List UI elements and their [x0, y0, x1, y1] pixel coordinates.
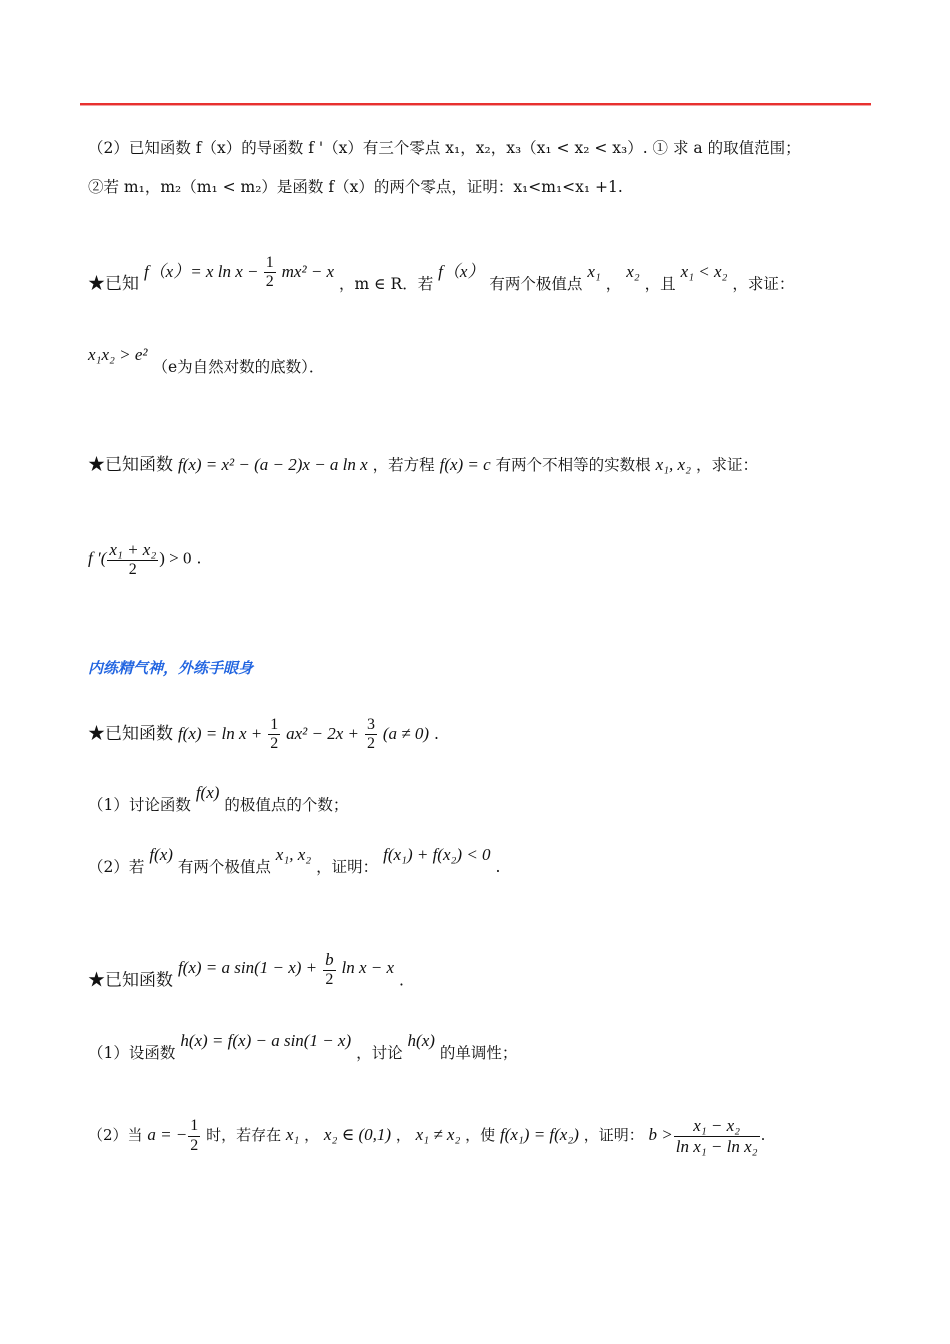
problem-2-text: ，若方程 — [372, 456, 435, 474]
problem-1-x1: x₁ — [587, 261, 601, 281]
problem-1-domain: ，m ∈ R．若 — [339, 274, 434, 293]
problem-2-prove: ，求证： — [695, 456, 758, 474]
problem-4-q2-a-fraction — [188, 1117, 200, 1155]
problem-1-half-fraction — [264, 254, 276, 292]
problem-3-q1-text: 的极值点的个数； — [224, 796, 349, 814]
fraction-denominator: 2 — [265, 273, 274, 291]
problem-3-q1-lead: （1）讨论函数 — [88, 796, 191, 814]
problem-4-q2-b: b > — [648, 1125, 673, 1145]
problem-4-q2-use: ，使 — [465, 1126, 496, 1145]
fraction-numerator: x₁ − x₂ — [674, 1116, 760, 1137]
problem-4-q1-h-definition: h(x) = f(x) − a sin(1 − x) — [180, 1031, 352, 1050]
problem-3-q2 — [88, 845, 501, 878]
problem-3-q2-function: f(x) — [149, 845, 173, 864]
problem-4-q1-text-2: 的单调性； — [439, 1044, 518, 1062]
fraction-numerator: b — [325, 950, 334, 969]
problem-3-q1 — [88, 783, 349, 816]
problem-3-q2-lead: （2）若 — [88, 858, 145, 876]
problem-3-q2-prove: ，证明： — [316, 858, 379, 876]
problem-4-q2-comma: ， — [304, 1126, 320, 1145]
fraction-denominator: 2 — [190, 1136, 199, 1154]
problem-1-function: f（x）= x ln x − — [143, 261, 263, 281]
fraction-numerator: 3 — [365, 716, 377, 735]
problem-4-function-tail: ln x − x — [341, 958, 395, 978]
problem-3-q2-conclusion: f(x₁) + f(x₂) < 0 — [383, 845, 491, 864]
problem-4-q2-lead: （2）当 — [88, 1126, 143, 1145]
problem-3-const-fraction — [365, 716, 377, 754]
problem-4-q2-comma-2: ， — [395, 1126, 411, 1145]
fraction-numerator: 1 — [268, 716, 280, 735]
problem-4-q2-x1: x₁ — [285, 1125, 300, 1145]
problem-4-q1-hx: h(x) — [407, 1031, 435, 1050]
problem-3-half-fraction — [268, 716, 280, 754]
header-rule — [80, 103, 871, 106]
problem-4-q2-equation: f(x₁) = f(x₂) — [499, 1125, 579, 1145]
fraction-denominator: 2 — [366, 735, 375, 753]
problem-4-lead: ★已知函数 — [88, 970, 173, 991]
problem-1-note: （e为自然对数的底数）． — [152, 358, 325, 376]
problem-1-line-2 — [88, 345, 325, 378]
problem-4-q1 — [88, 1031, 518, 1064]
problem-2-equation: f(x) = c — [439, 455, 491, 474]
problem-1-cond-lead: ，且 — [644, 274, 676, 293]
fraction-denominator: 2 — [128, 560, 137, 578]
problem-4-q2-dot: . — [760, 1126, 766, 1145]
problem-1-fx: f（x） — [438, 261, 485, 281]
section-heading: 内练精气神，外练手眼身 — [88, 659, 254, 677]
problem-1-function-tail: mx² − x — [281, 261, 335, 281]
fraction-denominator: ln x₁ − ln x₂ — [675, 1136, 758, 1156]
problem-4-q2-text: 时，若存在 — [206, 1126, 282, 1145]
problem-3-function-mid: ax² − 2x + — [286, 723, 360, 743]
problem-1-condition: x₁ < x₂ — [680, 261, 728, 281]
problem-4-line-1 — [88, 950, 404, 1001]
problem-4-q2-prove: ，证明： — [583, 1126, 644, 1145]
problem-2-line-1 — [88, 454, 758, 476]
problem-4-q2-conclusion-fraction — [674, 1116, 760, 1156]
problem-3-function: f(x) = ln x + — [177, 723, 263, 743]
problem-2-roots: x₁, x₂ — [655, 455, 692, 474]
fraction-denominator: 2 — [270, 735, 279, 753]
fraction-numerator: 1 — [264, 254, 276, 273]
problem-4-q1-text: ，讨论 — [356, 1044, 403, 1062]
problem-0-text-2: ②若 m₁，m₂（m₁ < m₂）是函数 f（x）的两个零点，证明：x₁<m₁<x₁ +1. — [88, 178, 623, 196]
problem-2-conclusion-pre: f ′( — [88, 548, 107, 568]
problem-4-q2-a: a = − — [147, 1125, 188, 1145]
problem-2-function: f(x) = x² − (a − 2)x − a ln x — [177, 455, 368, 474]
problem-0-line-1 — [88, 137, 801, 159]
problem-2-lead: ★已知函数 — [88, 455, 173, 475]
problem-2-text-2: 有两个不相等的实数根 — [495, 456, 651, 474]
problem-3-q2-roots: x₁, x₂ — [275, 845, 312, 864]
problem-4-dot: . — [399, 971, 404, 990]
problem-4-q1-lead: （1）设函数 — [88, 1044, 176, 1062]
problem-4-q2-x2-range: x₂ ∈ (0,1) — [323, 1125, 392, 1145]
problem-1-lead: ★已知 — [88, 273, 139, 294]
problem-3-q2-dot: . — [495, 858, 501, 876]
problem-1-prove: ，求证： — [732, 274, 795, 293]
problem-3-line-1 — [88, 716, 439, 754]
problem-4-function: f(x) = a sin(1 − x) + — [177, 958, 318, 978]
problem-4-q2-not-equal: x₁ ≠ x₂ — [415, 1125, 461, 1145]
problem-3-condition: (a ≠ 0) — [382, 723, 430, 743]
problem-3-q1-function: f(x) — [195, 783, 220, 802]
fraction-numerator: 1 — [188, 1117, 200, 1136]
problem-4-b-fraction — [323, 950, 336, 989]
problem-0-text-1: （2）已知函数 f（x）的导函数 f '（x）有三个零点 x₁，x₂，x₃（x₁ < x₂ < x₃）. ① 求 a 的取值范围； — [88, 139, 801, 157]
problem-2-conclusion-post: ) > 0 — [159, 548, 192, 568]
problem-2-line-2 — [88, 540, 201, 579]
problem-1-text: 有两个极值点 — [489, 274, 583, 293]
problem-0-line-2 — [88, 176, 623, 198]
problem-3-lead: ★已知函数 — [88, 723, 173, 744]
problem-2-dot: . — [196, 549, 202, 568]
problem-1-line-1 — [88, 254, 795, 304]
problem-3-q2-text: 有两个极值点 — [177, 858, 271, 876]
problem-1-conclusion: x₁x₂ > e² — [88, 345, 148, 364]
problem-1-x2: x₂ — [626, 261, 640, 281]
problem-4-q2 — [88, 1116, 765, 1156]
problem-1-comma: ， — [605, 274, 622, 293]
problem-3-dot: . — [433, 724, 439, 743]
fraction-numerator: x₁ + x₂ — [109, 540, 157, 559]
problem-2-conclusion-fraction — [107, 540, 158, 579]
fraction-denominator: 2 — [325, 970, 334, 988]
